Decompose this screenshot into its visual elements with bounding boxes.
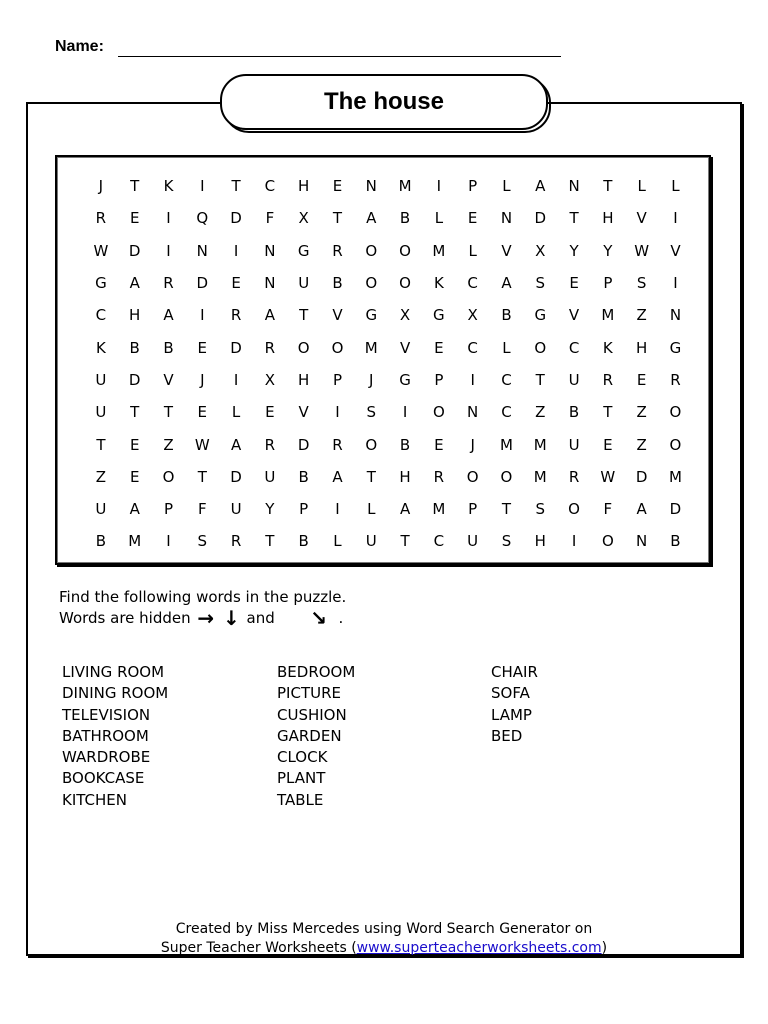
grid-cell: B <box>298 532 309 551</box>
grid-row <box>84 202 692 234</box>
grid-cell: O <box>534 338 547 357</box>
grid-cell: A <box>535 177 546 196</box>
grid-cell: H <box>129 306 141 325</box>
grid-cell: K <box>602 338 613 357</box>
grid-cell: R <box>332 435 343 454</box>
grid-cell: N <box>669 306 682 325</box>
grid-cell: F <box>603 500 613 519</box>
grid-cell: I <box>673 209 678 228</box>
grid-cell: J <box>200 370 205 389</box>
grid-cell: Z <box>95 467 107 486</box>
grid-cell: E <box>231 274 241 293</box>
grid-cell: M <box>499 435 513 454</box>
grid-cell: X <box>399 306 411 325</box>
grid-cell: E <box>129 435 140 454</box>
grid-cell: I <box>233 241 239 260</box>
grid-cell: N <box>636 532 648 551</box>
word-list-item: PICTURE <box>277 684 341 703</box>
grid-row <box>84 396 692 428</box>
grid-cell: R <box>163 274 174 293</box>
grid-cell: V <box>332 306 343 325</box>
grid-cell: P <box>468 177 478 196</box>
grid-row <box>84 428 692 460</box>
grid-cell: M <box>533 467 547 486</box>
grid-cell: C <box>568 338 580 357</box>
grid-cell: K <box>433 274 444 293</box>
grid-cell: B <box>163 338 174 357</box>
grid-cell: O <box>399 274 411 293</box>
grid-cell: L <box>502 338 511 357</box>
grid-cell: G <box>534 306 547 325</box>
grid-cell: R <box>332 241 343 260</box>
instructions-line1: Find the following words in the puzzle. <box>59 588 347 606</box>
grid-cell: G <box>399 370 411 389</box>
grid-cell: G <box>95 274 107 293</box>
grid-cell: B <box>670 532 681 551</box>
grid-cell: T <box>231 177 241 196</box>
grid-cell: D <box>534 209 547 228</box>
footer-link[interactable]: www.superteacherworksheets.com <box>356 940 602 956</box>
grid-cell: R <box>433 467 445 486</box>
grid-cell: E <box>197 338 208 357</box>
instructions-prefix: Words are hidden <box>59 609 191 627</box>
grid-cell: O <box>331 338 344 357</box>
grid-cell: L <box>367 500 376 519</box>
grid-shadow-bottom <box>57 565 713 567</box>
grid-cell: B <box>501 306 512 325</box>
grid-cell: C <box>467 338 478 357</box>
grid-cell: O <box>669 403 682 422</box>
grid-cell: D <box>669 500 682 519</box>
grid-cell: T <box>96 435 106 454</box>
footer <box>0 920 768 958</box>
grid-cell: V <box>501 241 512 260</box>
grid-cell: E <box>569 274 579 293</box>
grid-cell: I <box>200 306 205 325</box>
grid-cell: C <box>501 370 512 389</box>
grid-cell: D <box>230 467 242 486</box>
grid-cell: J <box>470 435 475 454</box>
grid-cell: M <box>432 241 446 260</box>
arrow-down-icon: ↓ <box>222 606 240 630</box>
grid-row <box>84 299 692 331</box>
grid-row <box>84 170 692 202</box>
grid-cell: B <box>399 209 411 228</box>
word-list-item: LIVING ROOM <box>62 663 165 681</box>
title-box <box>220 74 548 130</box>
grid-cell: C <box>467 274 478 293</box>
grid-cell: O <box>365 435 378 454</box>
grid-cell: T <box>130 403 140 422</box>
grid-cell: P <box>434 370 444 389</box>
grid-cell: O <box>399 241 411 260</box>
word-list-col2 <box>277 662 355 811</box>
word-list-item: KITCHEN <box>62 790 127 809</box>
grid-cell: D <box>128 241 141 260</box>
grid-row <box>84 331 692 363</box>
grid-cell: B <box>332 274 343 293</box>
grid-cell: O <box>365 241 378 260</box>
grid-cell: V <box>399 338 411 357</box>
footer-line2 <box>0 939 768 958</box>
grid-cell: S <box>636 274 647 293</box>
grid-cell: S <box>366 403 377 422</box>
grid-cell: D <box>635 467 648 486</box>
word-list-item: WARDROBE <box>62 748 151 767</box>
grid-row <box>84 235 692 267</box>
grid-cell: D <box>128 370 141 389</box>
word-list-item: BED <box>491 726 523 745</box>
grid-cell: T <box>332 209 343 228</box>
grid-cell: E <box>129 209 140 228</box>
grid-cell: M <box>432 500 446 519</box>
grid-cell: A <box>129 500 140 519</box>
arrow-right-icon: → <box>197 606 215 630</box>
grid-cell: R <box>95 209 107 228</box>
grid-cell: T <box>130 177 140 196</box>
grid-cell: F <box>265 209 275 228</box>
grid-cell: K <box>163 177 174 196</box>
grid-cell: H <box>298 370 310 389</box>
grid-cell: V <box>670 241 681 260</box>
word-list-item: TABLE <box>277 790 324 809</box>
grid-cell: R <box>264 338 276 357</box>
grid-cell: H <box>636 338 648 357</box>
grid-cell: A <box>163 306 174 325</box>
grid-cell: D <box>230 209 242 228</box>
grid-cell: I <box>200 177 205 196</box>
word-list-item: CUSHION <box>277 705 347 724</box>
grid-cell: E <box>332 177 343 196</box>
grid-cell: M <box>128 532 142 551</box>
grid-cell: N <box>568 177 580 196</box>
grid-cell: X <box>535 241 546 260</box>
grid-cell: W <box>194 435 210 454</box>
name-line[interactable] <box>118 56 561 57</box>
grid-cell: O <box>162 467 175 486</box>
grid-cell: D <box>297 435 310 454</box>
grid-cell: T <box>569 209 579 228</box>
grid-cell: G <box>297 241 310 260</box>
grid-cell: N <box>264 241 276 260</box>
grid-cell: Z <box>636 403 647 422</box>
grid-cell: N <box>196 241 208 260</box>
word-list-item: LAMP <box>491 705 532 724</box>
footer-prefix: Super Teacher Worksheets ( <box>160 940 357 956</box>
grid-cell: V <box>568 306 580 325</box>
grid-cell: A <box>501 274 512 293</box>
grid-cell: E <box>129 467 140 486</box>
grid-cell: I <box>402 403 408 422</box>
word-list-item: CLOCK <box>277 748 328 767</box>
grid-cell: V <box>298 403 309 422</box>
grid-cell: N <box>264 274 276 293</box>
grid-cell: U <box>365 532 377 551</box>
instructions-and: and <box>246 609 275 627</box>
grid-cell: E <box>434 338 444 357</box>
grid-cell: M <box>668 467 682 486</box>
grid-cell: O <box>568 500 580 519</box>
grid-cell: I <box>571 532 577 551</box>
grid-cell: S <box>501 532 512 551</box>
grid-cell: B <box>399 435 411 454</box>
grid-cell: T <box>163 403 174 422</box>
grid-cell: V <box>163 370 174 389</box>
grid-cell: F <box>197 500 207 519</box>
outer-frame-shadow-right <box>742 104 744 958</box>
grid-cell: E <box>467 209 478 228</box>
grid-cell: M <box>601 306 615 325</box>
grid-cell: U <box>264 467 276 486</box>
grid-cell: I <box>166 241 171 260</box>
grid-cell: I <box>166 209 171 228</box>
grid-cell: E <box>636 370 647 389</box>
grid-cell: X <box>264 370 276 389</box>
grid-cell: L <box>671 177 680 196</box>
grid-cell: P <box>332 370 342 389</box>
grid-cell: U <box>568 370 580 389</box>
grid-cell: A <box>264 306 276 325</box>
grid-cell: O <box>500 467 513 486</box>
grid-cell: H <box>399 467 411 486</box>
grid-cell: M <box>398 177 412 196</box>
grid-row <box>84 461 692 493</box>
grid-cell: W <box>93 241 109 260</box>
grid-cell: I <box>233 370 239 389</box>
word-list-item: CHAIR <box>491 663 538 681</box>
grid-cell: Z <box>163 435 174 454</box>
word-list-item: BEDROOM <box>277 663 356 681</box>
grid-cell: M <box>364 338 378 357</box>
grid-cell: M <box>533 435 547 454</box>
grid-cell: T <box>535 370 545 389</box>
grid-cell: X <box>467 306 478 325</box>
grid-cell: B <box>298 467 309 486</box>
grid-cell: L <box>333 532 342 551</box>
grid-cell: O <box>669 435 682 454</box>
grid-row <box>84 364 692 396</box>
grid-cell: H <box>534 532 546 551</box>
grid-cell: K <box>95 338 106 357</box>
grid-shadow-right <box>711 157 713 567</box>
grid-cell: P <box>299 500 309 519</box>
word-list-item: TELEVISION <box>62 705 151 724</box>
grid-cell: L <box>502 177 511 196</box>
grid-cell: R <box>670 370 681 389</box>
grid-cell: T <box>265 532 275 551</box>
word-list-item: BATHROOM <box>62 726 149 745</box>
grid-cell: U <box>95 403 107 422</box>
grid-cell: R <box>568 467 580 486</box>
grid-cell: I <box>673 274 678 293</box>
grid-cell: O <box>601 532 614 551</box>
grid-cell: C <box>264 177 276 196</box>
word-list-item: BOOKCASE <box>62 769 145 788</box>
grid-cell: W <box>600 467 616 486</box>
grid-cell: Z <box>535 403 546 422</box>
grid-cell: R <box>264 435 276 454</box>
grid-cell: A <box>129 274 140 293</box>
grid-cell: E <box>197 403 208 422</box>
grid-cell: P <box>468 500 478 519</box>
grid-cell: P <box>163 500 174 519</box>
grid-cell: T <box>400 532 410 551</box>
grid-cell: O <box>365 274 378 293</box>
grid-cell: O <box>432 403 445 422</box>
grid-cell: L <box>637 177 646 196</box>
grid-cell: Y <box>265 500 275 519</box>
grid-cell: I <box>166 532 171 551</box>
grid-cell: B <box>129 338 140 357</box>
grid-cell: I <box>335 403 340 422</box>
grid-cell: L <box>231 403 241 422</box>
grid-cell: L <box>434 209 444 228</box>
grid-cell: J <box>98 177 104 196</box>
grid-cell: V <box>636 209 647 228</box>
grid-cell: C <box>433 532 445 551</box>
grid-cell: A <box>636 500 647 519</box>
grid-cell: Y <box>603 241 613 260</box>
grid-cell: X <box>298 209 309 228</box>
grid-cell: A <box>332 467 343 486</box>
word-list-col1 <box>62 662 168 811</box>
grid-cell: U <box>467 532 479 551</box>
grid-cell: S <box>535 274 546 293</box>
grid-cell: H <box>602 209 614 228</box>
grid-cell: E <box>603 435 613 454</box>
grid-cell: D <box>196 274 209 293</box>
grid-cell: T <box>603 177 613 196</box>
grid-cell: N <box>467 403 479 422</box>
grid-cell: G <box>669 338 682 357</box>
grid-cell: S <box>197 532 208 551</box>
page-title: The house <box>323 88 444 115</box>
grid-row <box>84 493 692 525</box>
grid-cell: H <box>298 177 310 196</box>
grid-cell: U <box>230 500 242 519</box>
grid-cell: R <box>602 370 614 389</box>
grid-cell: L <box>468 241 477 260</box>
word-list-item: GARDEN <box>277 726 342 745</box>
grid-cell: T <box>501 500 512 519</box>
footer-line1: Created by Miss Mercedes using Word Search Generator on <box>175 921 593 937</box>
instructions <box>59 587 346 629</box>
grid-cell: B <box>95 532 107 551</box>
letter-grid <box>84 170 692 558</box>
grid-row <box>84 267 692 299</box>
grid-cell: P <box>603 274 613 293</box>
grid-cell: A <box>230 435 242 454</box>
grid-cell: T <box>197 467 207 486</box>
grid-cell: Y <box>569 241 579 260</box>
word-list-item: DINING ROOM <box>62 684 169 703</box>
grid-cell: C <box>501 403 512 422</box>
word-list-item: SOFA <box>491 684 530 703</box>
grid-cell: U <box>95 500 107 519</box>
grid-cell: T <box>603 403 613 422</box>
instructions-line2 <box>59 608 346 629</box>
grid-cell: Z <box>636 435 647 454</box>
grid-cell: N <box>500 209 513 228</box>
footer-suffix: ) <box>601 940 608 956</box>
word-list-col3 <box>491 662 538 747</box>
instructions-end: . <box>338 609 344 627</box>
grid-cell: Z <box>636 306 647 325</box>
grid-cell: O <box>297 338 310 357</box>
grid-cell: D <box>230 338 242 357</box>
grid-cell: B <box>568 403 580 422</box>
name-label: Name: <box>55 38 104 55</box>
grid-cell: W <box>634 241 650 260</box>
grid-cell: E <box>265 403 275 422</box>
grid-cell: G <box>433 306 445 325</box>
grid-cell: U <box>568 435 580 454</box>
grid-cell: T <box>366 467 376 486</box>
grid-cell: I <box>436 177 442 196</box>
grid-cell: Q <box>196 209 209 228</box>
grid-cell: T <box>299 306 309 325</box>
grid-cell: U <box>95 370 107 389</box>
grid-cell: C <box>95 306 107 325</box>
grid-cell: R <box>230 306 242 325</box>
grid-cell: O <box>466 467 479 486</box>
grid-cell: A <box>399 500 411 519</box>
grid-cell: A <box>366 209 377 228</box>
arrow-diagonal-icon: ↘ <box>310 606 327 630</box>
grid-cell: N <box>365 177 377 196</box>
grid-cell: I <box>335 500 340 519</box>
grid-cell: G <box>365 306 378 325</box>
grid-cell: E <box>434 435 444 454</box>
grid-cell: J <box>369 370 374 389</box>
grid-cell: I <box>470 370 475 389</box>
grid-row <box>84 525 692 557</box>
word-list-item: PLANT <box>277 769 326 788</box>
grid-cell: U <box>298 274 310 293</box>
grid-cell: R <box>230 532 242 551</box>
grid-cell: S <box>535 500 546 519</box>
